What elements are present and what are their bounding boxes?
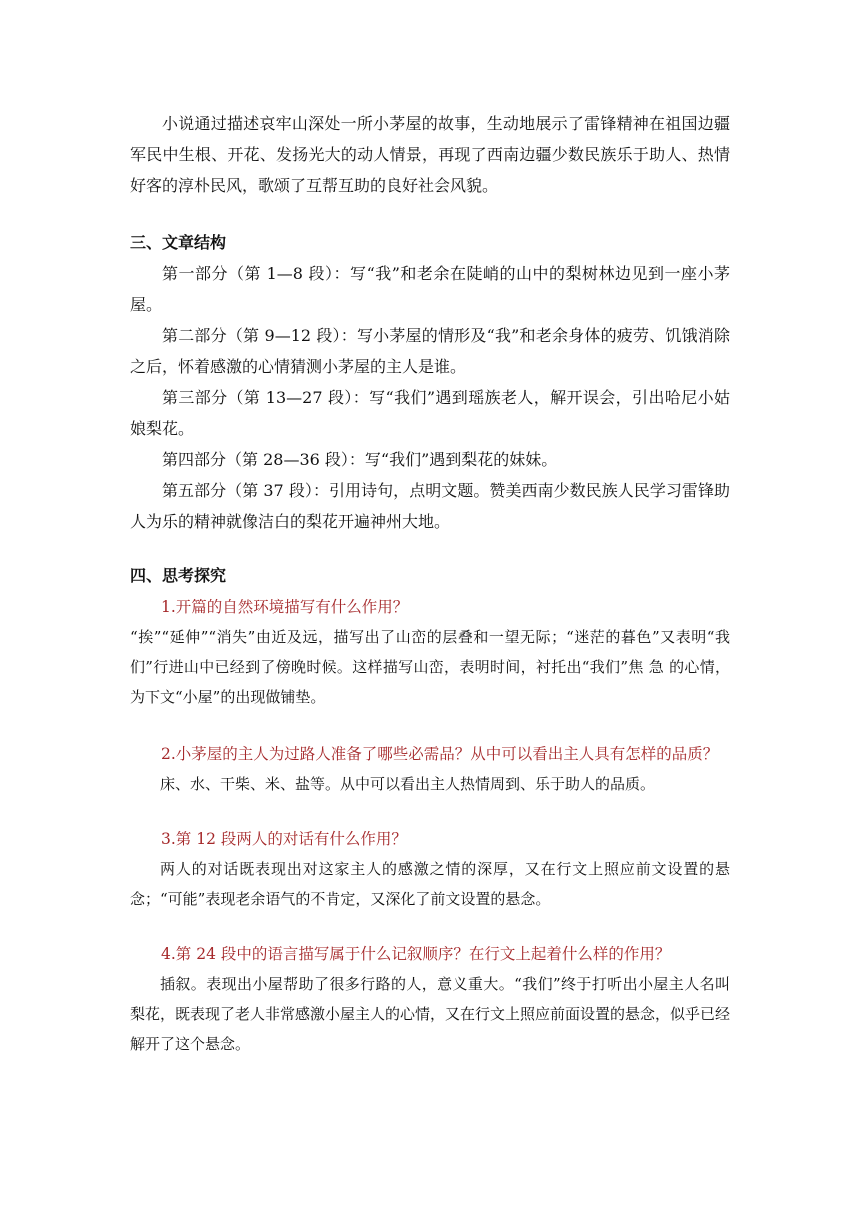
inquiry-item-1 [130, 592, 730, 712]
intro-paragraph: 小说通过描述哀牢山深处一所小茅屋的故事，生动地展示了雷锋精神在祖国边疆军民中生根、开花、发扬光大的动人情景，再现了西南边疆少数民族乐于助人、热情好客的淳朴民风，歌颂了互帮互助的良好社会风貌。 [130, 114, 730, 195]
structure-part-5: 第五部分（第 37 段）：引用诗句，点明文题。赞美西南少数民族人民学习雷锋助人为乐的精神就像洁白的梨花开遍神州大地。 [130, 481, 730, 531]
answer-1: “挨”“延伸”“消失”由近及远，描写出了山峦的层叠和一望无际；“迷茫的暮色”又表明“我们”行进山中已经到了傍晚时候。这样描写山峦，表明时间，衬托出“我们”焦 急 的心情，为下文“小屋”的出现做铺垫。 [130, 628, 730, 706]
structure-part-2: 第二部分（第 9—12 段）：写小茅屋的情形及“我”和老余身体的疲劳、饥饿消除之后，怀着感激的心情猜测小茅屋的主人是谁。 [130, 326, 730, 376]
intro-section [130, 108, 730, 201]
structure-heading: 三、文章结构 [130, 233, 227, 252]
structure-section [130, 227, 730, 537]
inquiry-item-2 [130, 739, 730, 799]
question-3: 3.第 12 段两人的对话有什么作用？ [161, 830, 407, 848]
answer-4: 插叙。表现出小屋帮助了很多行路的人，意义重大。“我们”终于打听出小屋主人名叫梨花，既表现了老人非常感激小屋主人的心情，又在行文上照应前面设置的悬念，似乎已经解开了这个悬念。 [130, 975, 731, 1053]
inquiry-item-4 [130, 939, 730, 1059]
structure-part-4: 第四部分（第 28—36 段）：写“我们”遇到梨花的妹妹。 [162, 450, 558, 469]
answer-3: 两人的对话既表现出对这家主人的感激之情的深厚，又在行文上照应前文设置的悬念；“可能”表现老余语气的不肯定，又深化了前文设置的悬念。 [130, 860, 730, 908]
answer-2: 床、水、干柴、米、盐等。从中可以看出主人热情周到、乐于助人的品质。 [160, 775, 656, 793]
inquiry-section [130, 560, 730, 591]
question-1: 1.开篇的自然环境描写有什么作用？ [161, 598, 409, 616]
question-2: 2.小茅屋的主人为过路人准备了哪些必需品？从中可以看出主人具有怎样的品质？ [161, 745, 719, 763]
question-4: 4.第 24 段中的语言描写属于什么记叙顺序？在行文上起着什么样的作用？ [161, 945, 671, 963]
structure-part-3: 第三部分（第 13—27 段）：写“我们”遇到瑶族老人，解开误会，引出哈尼小姑娘梨花。 [130, 388, 730, 438]
structure-part-1: 第一部分（第 1—8 段）：写“我”和老余在陡峭的山中的梨树林边见到一座小茅屋。 [130, 264, 730, 314]
inquiry-heading: 四、思考探究 [130, 566, 227, 585]
inquiry-item-3 [130, 824, 730, 914]
